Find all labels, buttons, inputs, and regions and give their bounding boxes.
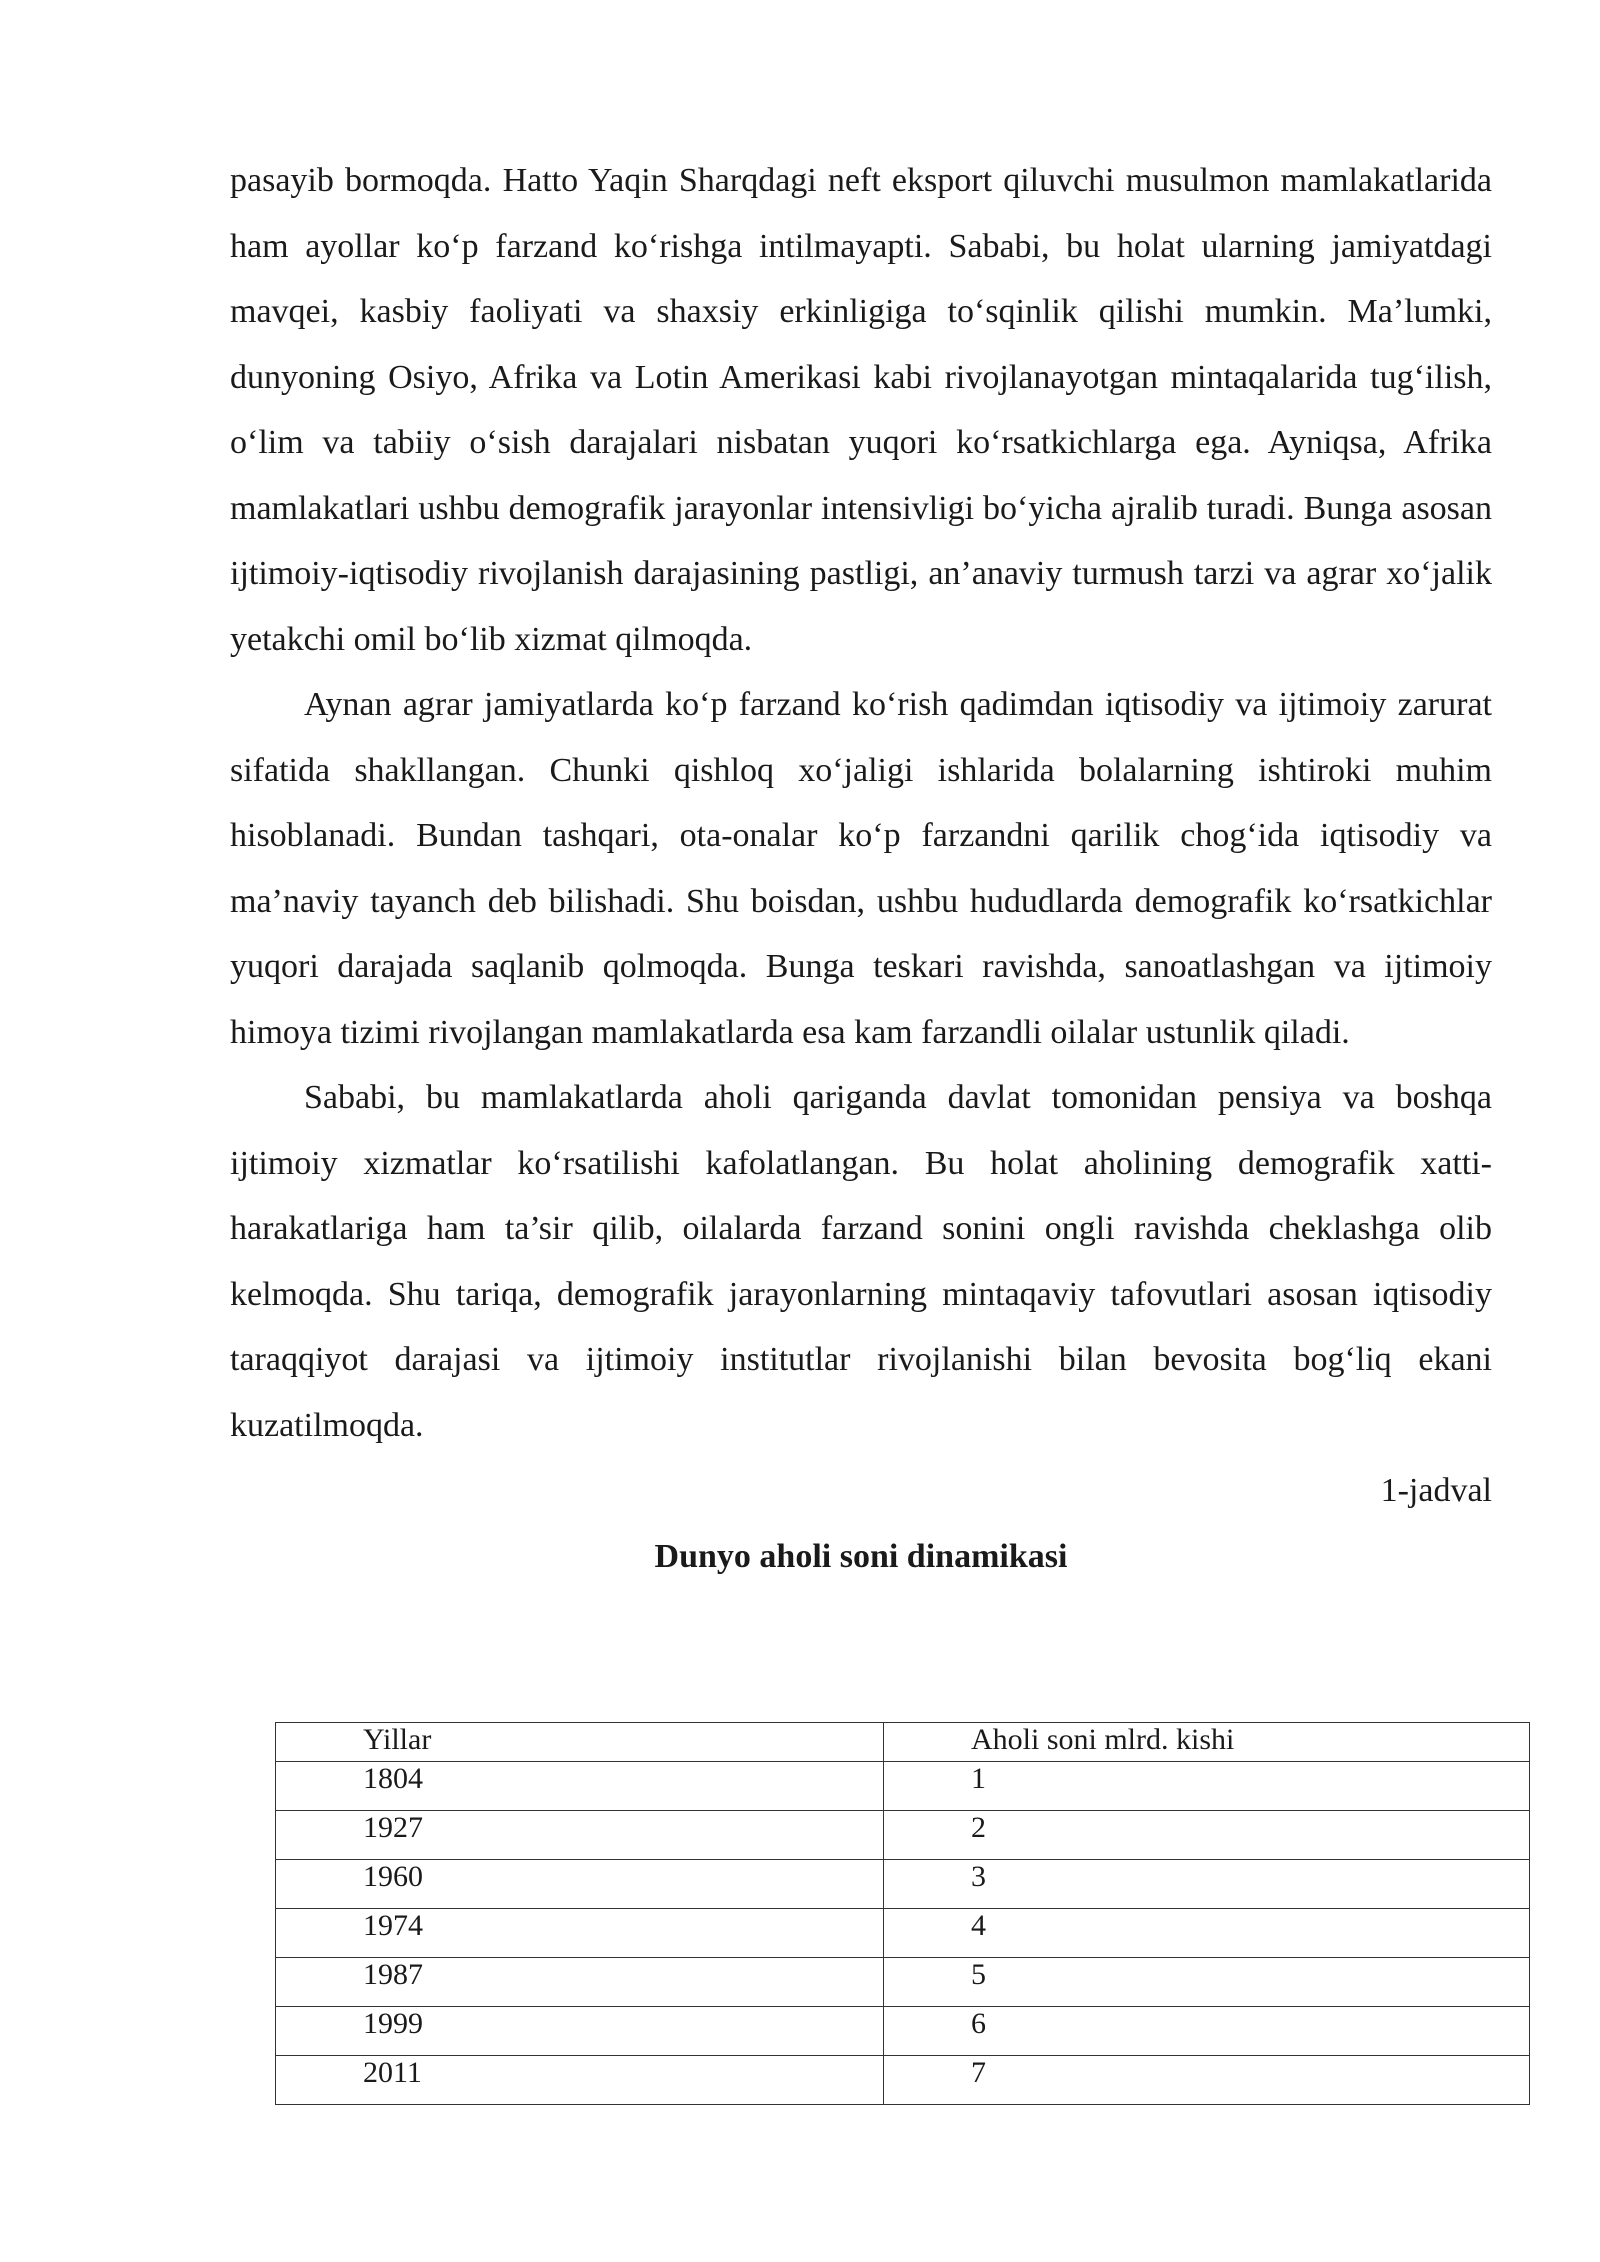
cell-year: 1999 [276, 2007, 884, 2056]
cell-population: 1 [884, 1762, 1530, 1811]
table-label: 1-jadval [1380, 1472, 1492, 1509]
paragraph-3: Sababi, bu mamlakatlarda aholi qariganda davlat tomonidan pensiya va boshqa ijtimoiy xizmatlar ko‘rsatilishi kafolatlangan. Bu holat aholining demografik xatti-harakatlariga ham ta’sir qilib, oilalarda farzand sonini ongli ravishda cheklashga olib kelmoqda. Shu tariqa, demografik jarayonlarning mintaqaviy tafovutlari asosan iqtisodiy taraqqiyot darajasi va ijtimoiy institutlar rivojlanishi bilan bevosita bog‘liq ekani kuzatilmoqda. [230, 1079, 1492, 1444]
table-header-row [276, 1723, 1530, 1762]
cell-population: 3 [884, 1860, 1530, 1909]
cell-year: 1987 [276, 1958, 884, 2007]
cell-year: 1927 [276, 1811, 884, 1860]
table-row [276, 1762, 1530, 1811]
cell-population: 4 [884, 1909, 1530, 1958]
cell-population: 2 [884, 1811, 1530, 1860]
table-row [276, 2007, 1530, 2056]
table-row [276, 1860, 1530, 1909]
paragraph-1: pasayib bormoqda. Hatto Yaqin Sharqdagi neft eksport qiluvchi musulmon mamlakatlarida ham ayollar ko‘p farzand ko‘rishga intilmayapti. Sababi, bu holat ularning jamiyatdagi mavqei, kasbiy faoliyati va shaxsiy erkinligiga to‘sqinlik qilishi mumkin. Ma’lumki, dunyoning Osiyo, Afrika va Lotin Amerikasi kabi rivojlanayotgan mintaqalarida tug‘ilish, o‘lim va tabiiy o‘sish darajalari nisbatan yuqori ko‘rsatkichlarga ega. Ayniqsa, Afrika mamlakatlari ushbu demografik jarayonlar intensivligi bo‘yicha ajralib turadi. Bunga asosan ijtimoiy-iqtisodiy rivojlanish darajasining pastligi, an’anaviy turmush tarzi va agrar xo‘jalik yetakchi omil bo‘lib xizmat qilmoqda. [230, 162, 1492, 658]
header-years: Yillar [276, 1723, 884, 1762]
header-population: Aholi soni mlrd. kishi [884, 1723, 1530, 1762]
cell-year: 1974 [276, 1909, 884, 1958]
cell-population: 6 [884, 2007, 1530, 2056]
cell-population: 7 [884, 2056, 1530, 2105]
table-row [276, 2056, 1530, 2105]
cell-year: 1804 [276, 1762, 884, 1811]
population-table [275, 1722, 1530, 2105]
paragraph-2: Aynan agrar jamiyatlarda ko‘p farzand ko‘rish qadimdan iqtisodiy va ijtimoiy zarurat sifatida shakllangan. Chunki qishloq xo‘jaligi ishlarida bolalarning ishtiroki muhim hisoblanadi. Bundan tashqari, ota-onalar ko‘p farzandni qarilik chog‘ida iqtisodiy va ma’naviy tayanch deb bilishadi. Shu boisdan, ushbu hududlarda demografik ko‘rsatkichlar yuqori darajada saqlanib qolmoqda. Bunga teskari ravishda, sanoatlashgan va ijtimoiy himoya tizimi rivojlangan mamlakatlarda esa kam farzandli oilalar ustunlik qiladi. [230, 686, 1492, 1051]
document-page [230, 148, 1492, 1591]
table-row [276, 1811, 1530, 1860]
table-row [276, 1958, 1530, 2007]
cell-population: 5 [884, 1958, 1530, 2007]
table-row [276, 1909, 1530, 1958]
table-title: Dunyo aholi soni dinamikasi [654, 1538, 1068, 1575]
cell-year: 2011 [276, 2056, 884, 2105]
cell-year: 1960 [276, 1860, 884, 1909]
